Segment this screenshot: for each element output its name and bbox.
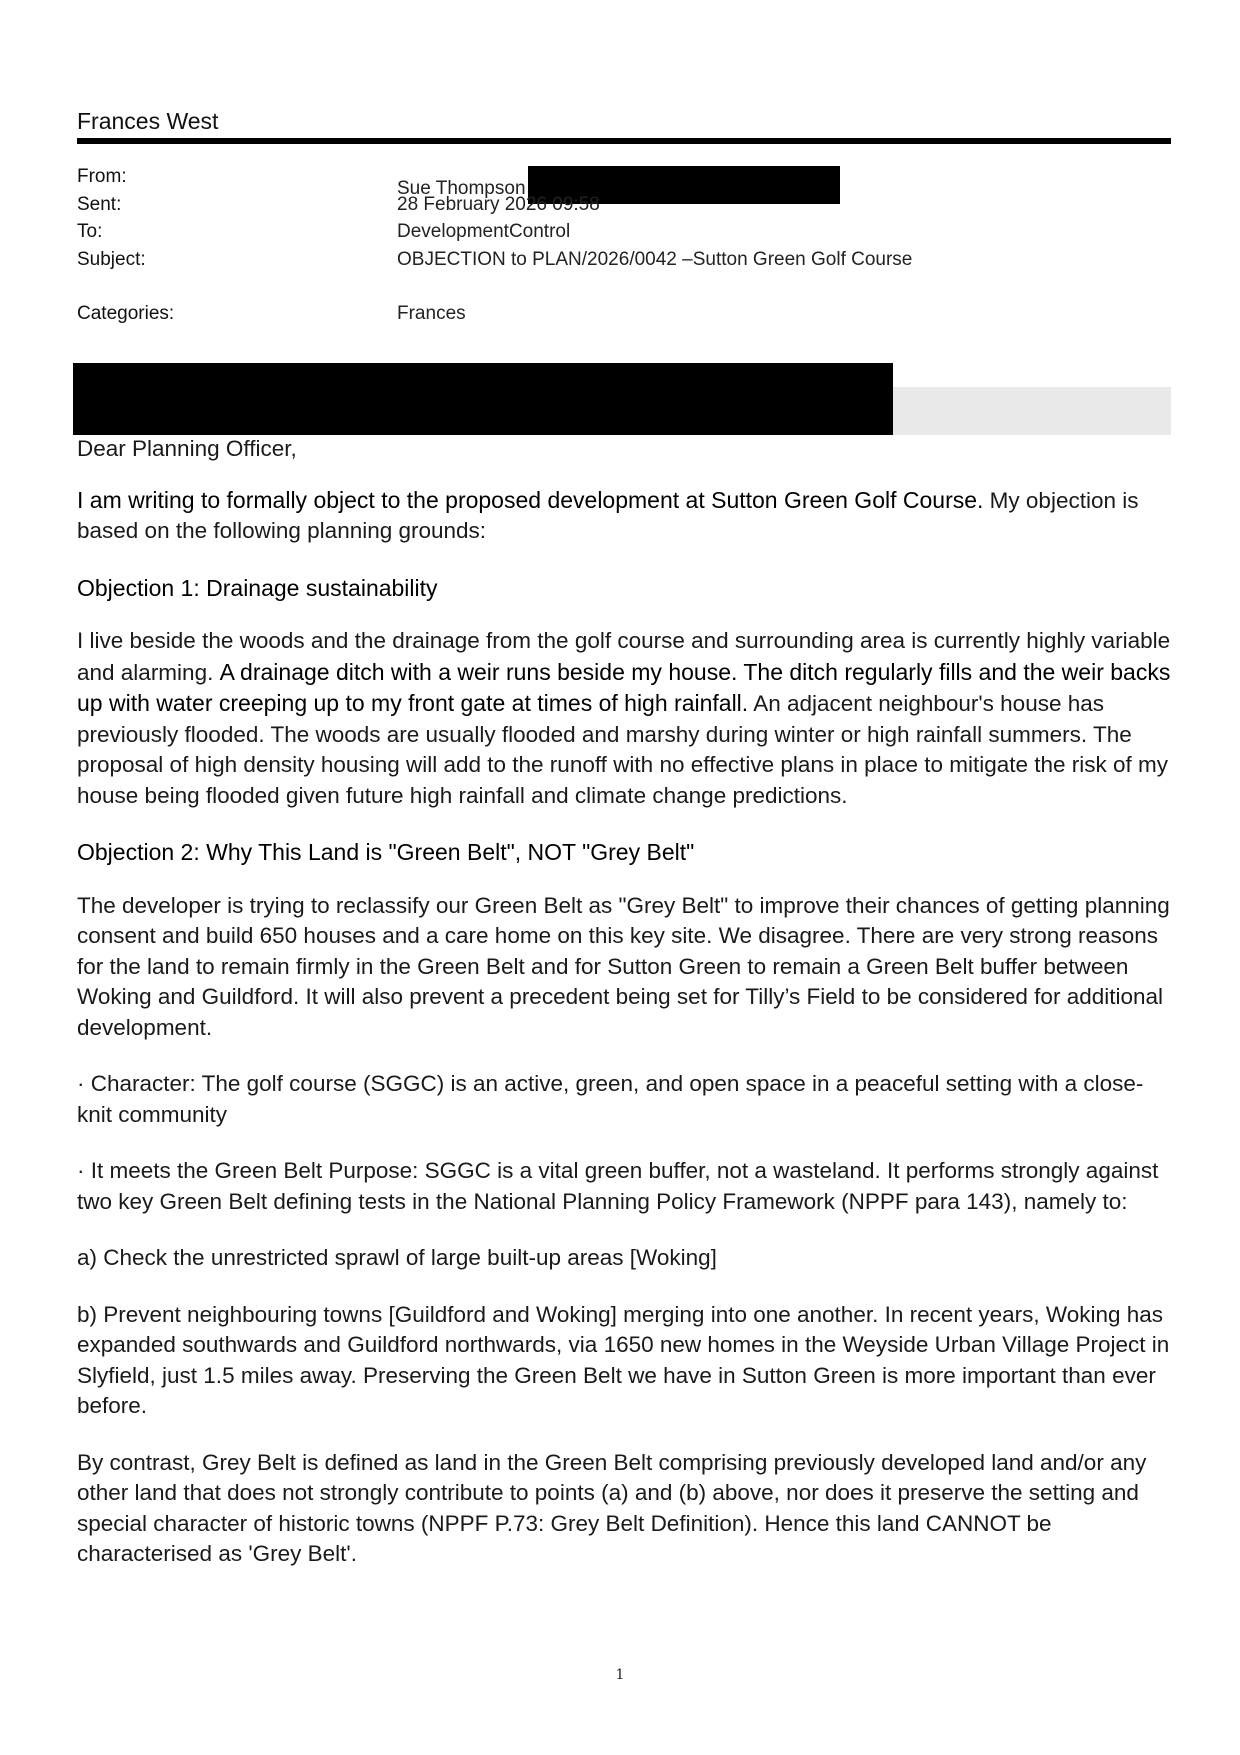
objection-1-paragraph — [77, 626, 1171, 811]
objection-1-text-end: An adjacent neighbour's house has previously flooded. The woods are usually flooded and marshy during winter or high rainfall summers. The proposal of high density housing will add to the runoff with no effective plans in place to mitigate the risk of my house being flooded given future high rainfall and climate change predictions. — [77, 691, 1169, 808]
bullet-character: · Character: The golf course (SGGC) is an active, green, and open space in a peaceful setting with a close-knit community — [77, 1071, 1144, 1127]
point-a: a) Check the unrestricted sprawl of large built-up areas [Woking] — [77, 1245, 717, 1270]
redacted-block — [73, 363, 893, 435]
sent-label: Sent: — [77, 193, 122, 215]
header-rule — [77, 138, 1171, 144]
intro-paragraph — [77, 485, 1171, 547]
letter-body — [77, 434, 1171, 1596]
bullet-green-belt-purpose: · It meets the Green Belt Purpose: SGGC is a vital green buffer, not a wasteland. It performs strongly against two key Green Belt defining tests in the National Planning Policy Framework (NPPF para 143), namely to: — [77, 1158, 1159, 1214]
categories-row — [77, 303, 1171, 331]
from-label: From: — [77, 166, 127, 187]
subject-label: Subject: — [77, 248, 146, 270]
objection-1-heading: Objection 1: Drainage sustainability — [77, 574, 438, 601]
document-author-header: Frances West — [77, 108, 219, 134]
email-metadata — [77, 166, 1171, 331]
meta-spacer — [77, 276, 1171, 303]
from-row — [77, 166, 1171, 199]
sent-row — [77, 194, 1171, 222]
objection-1-emphasis: A drainage ditch with a weir runs beside my house. The ditch regularly fills and the weir backs up with water creeping up to my front gate at times of high rainfall. — [77, 658, 1171, 716]
objection-2-heading: Objection 2: Why This Land is "Green Belt", NOT "Grey Belt" — [77, 839, 695, 865]
from-name: Sue Thompson — [397, 178, 526, 199]
redaction-shade — [893, 387, 1171, 435]
objection-2-paragraph: The developer is trying to reclassify our Green Belt as "Grey Belt" to improve their chances of getting planning consent and build 650 houses and a care home on this key site. We disagree. There are very strong reasons for the land to remain firmly in the Green Belt and for Sutton Green to remain a Green Belt buffer between Woking and Guildford. It will also prevent a precedent being set for Tilly’s Field to be considered for additional development. — [77, 892, 1170, 1040]
to-label: To: — [77, 221, 103, 242]
point-b: b) Prevent neighbouring towns [Guildford and Woking] merging into one another. In recent years, Woking has expanded southwards and Guildford northwards, via 1650 new homes in the Weyside Urban Village Project in Slyfield, just 1.5 miles away. Preserving the Green Belt we have in Sutton Green is more important than ever before. — [77, 1301, 1170, 1418]
subject-value: OBJECTION to PLAN/2026/0042 –Sutton Green Golf Course — [397, 248, 913, 270]
subject-row — [77, 249, 1171, 277]
categories-value: Frances — [397, 303, 466, 324]
categories-label: Categories: — [77, 303, 175, 324]
to-row — [77, 221, 1171, 249]
to-value: DevelopmentControl — [397, 221, 571, 242]
objection-1-text-start: I live beside the woods and the drainage from the golf course and surrounding area is currently highly variable and alarming. — [77, 628, 1171, 685]
sent-value: 28 February 2026 09:58 — [397, 193, 600, 215]
salutation: Dear Planning Officer, — [77, 436, 297, 461]
contrast-paragraph: By contrast, Grey Belt is defined as land in the Green Belt comprising previously developed land and/or any other land that does not strongly contribute to points (a) and (b) above, nor does it preserve the setting and special character of historic towns (NPPF P.73: Grey Belt Definition). Hence this land CANNOT be characterised as 'Grey Belt'. — [77, 1449, 1147, 1566]
intro-rest: My objection is based on the following planning grounds: — [77, 487, 1139, 543]
page-number: 1 — [615, 1667, 625, 1683]
intro-emphasis: I am writing to formally object to the proposed development at Sutton Green Golf Course. — [77, 486, 984, 513]
